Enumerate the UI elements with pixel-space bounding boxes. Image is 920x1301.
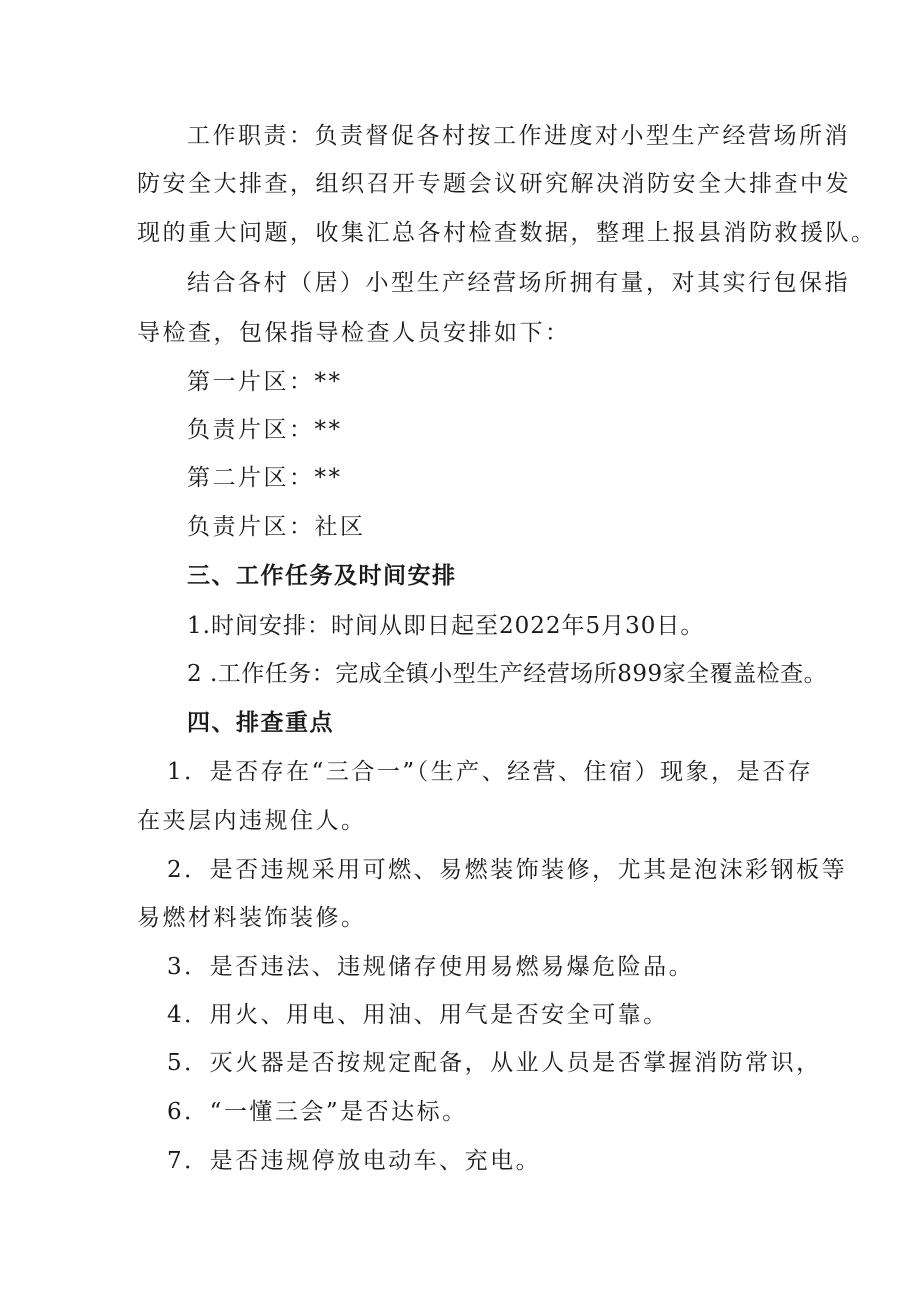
check-item-3: 3．是否违法、违规储存使用易燃易爆危险品。: [167, 954, 695, 980]
section-3-item-2: 2 .工作任务：完成全镇小型生产经营场所899家全覆盖检查。: [187, 661, 828, 687]
check-item-2-line-1: 2．是否违规采用可燃、易燃装饰装修，尤其是泡沫彩钢板等: [167, 857, 848, 883]
check-item-4: 4．用火、用电、用油、用气是否安全可靠。: [167, 1002, 669, 1028]
zone-1-label: 第一片区：**: [187, 369, 343, 395]
section-3-heading: 三、工作任务及时间安排: [187, 563, 457, 589]
zone-1-responsible: 负责片区：**: [187, 417, 343, 443]
section-3-item-1: 1.时间安排：时间从即日起至2022年5月30日。: [187, 613, 705, 639]
duty-paragraph-line-2: 防安全大排查，组织召开专题会议研究解决消防安全大排查中发: [137, 171, 851, 197]
combine-paragraph-line-1: 结合各村（居）小型生产经营场所拥有量，对其实行包保指: [187, 270, 850, 296]
check-item-1-line-2: 在夹层内违规住人。: [137, 808, 367, 834]
combine-paragraph-line-2: 导检查，包保指导检查人员安排如下：: [137, 320, 571, 346]
check-item-1-line-1: 1．是否存在“三合一”（生产、经营、住宿）现象，是否存: [167, 759, 814, 785]
zone-2-label: 第二片区：**: [187, 465, 343, 491]
duty-paragraph-line-1: 工作职责：负责督促各村按工作进度对小型生产经营场所消: [187, 123, 850, 149]
section-4-heading: 四、排查重点: [187, 710, 334, 736]
check-item-5: 5．灭火器是否按规定配备，从业人员是否掌握消防常识，: [167, 1050, 822, 1076]
check-item-6: 6．“一懂三会”是否达标。: [167, 1099, 468, 1125]
duty-paragraph-line-3: 现的重大问题，收集汇总各村检查数据，整理上报县消防救援队。: [137, 220, 877, 246]
zone-2-responsible: 负责片区：社区: [187, 514, 366, 540]
check-item-7: 7．是否违规停放电动车、充电。: [167, 1148, 542, 1174]
check-item-2-line-2: 易燃材料装饰装修。: [137, 905, 367, 931]
